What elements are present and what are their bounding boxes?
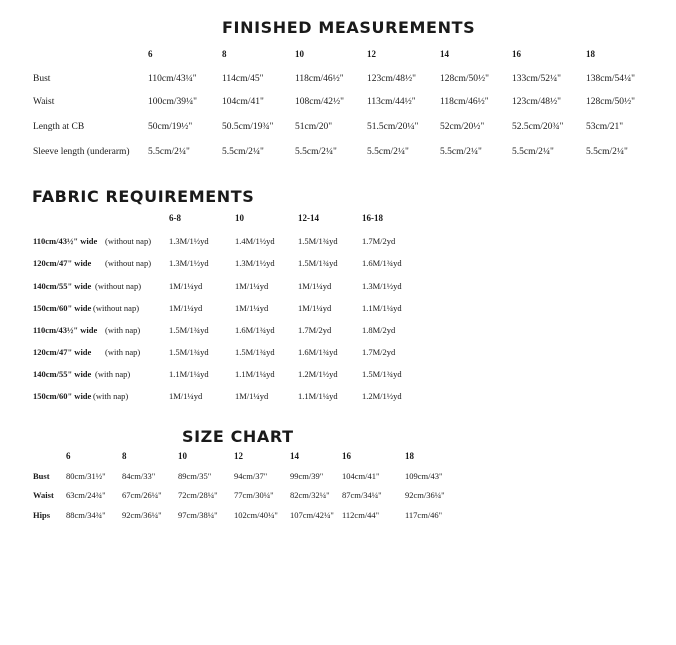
body-measurement: 104cm/41": [342, 471, 380, 481]
measurement-value: 5.5cm/2¼": [148, 147, 190, 157]
fabric-amount: 1.5M/1¾yd: [169, 325, 209, 335]
measurement-value: 51cm/20": [295, 122, 333, 132]
measurement-value: 110cm/43¼": [148, 74, 197, 84]
row-label: Bust: [33, 471, 50, 481]
body-measurement: 117cm/46": [405, 510, 443, 520]
measurement-value: 52cm/20½": [440, 122, 485, 132]
size-header: 8: [122, 451, 127, 461]
measurement-value: 113cm/44½": [367, 97, 416, 107]
fabric-width-label: 140cm/55" wide: [33, 369, 92, 379]
nap-label: (without nap): [95, 281, 142, 291]
size-header: 14: [290, 451, 299, 461]
fabric-amount: 1.1M/1¼yd: [362, 303, 402, 313]
fabric-amount: 1M/1¼yd: [169, 281, 203, 291]
measurement-value: 108cm/42½": [295, 97, 344, 107]
fabric-amount: 1.1M/1¼yd: [298, 391, 338, 401]
measurement-value: 133cm/52¼": [512, 74, 561, 84]
measurement-value: 138cm/54¼": [586, 74, 635, 84]
body-measurement: 109cm/43": [405, 471, 443, 481]
nap-label: (with nap): [105, 325, 141, 335]
fabric-amount: 1.5M/1¾yd: [235, 347, 275, 357]
size-header: 6: [148, 49, 153, 59]
nap-label: (with nap): [93, 391, 129, 401]
fabric-width-label: 120cm/47" wide: [33, 258, 92, 268]
fabric-amount: 1M/1¼yd: [235, 391, 269, 401]
row-label: Bust: [33, 74, 51, 84]
fabric-amount: 1.3M/1½yd: [235, 258, 275, 268]
fabric-amount: 1.6M/1¾yd: [298, 347, 338, 357]
body-measurement: 112cm/44": [342, 510, 380, 520]
fabric-amount: 1.1M/1¼yd: [169, 369, 209, 379]
fabric-amount: 1M/1¼yd: [169, 303, 203, 313]
body-measurement: 94cm/37": [234, 471, 268, 481]
measurement-value: 5.5cm/2¼": [367, 147, 409, 157]
fabric-amount: 1.7M/2yd: [362, 347, 396, 357]
nap-label: (without nap): [93, 303, 140, 313]
fabric-amount: 1.2M/1½yd: [298, 369, 338, 379]
measurement-value: 50cm/19½": [148, 122, 193, 132]
fabric-amount: 1.5M/1¾yd: [298, 258, 338, 268]
measurement-value: 100cm/39¼": [148, 97, 197, 107]
size-header: 16: [512, 49, 521, 59]
body-measurement: 89cm/35": [178, 471, 212, 481]
measurement-value: 53cm/21": [586, 122, 624, 132]
size-header: 8: [222, 49, 227, 59]
body-measurement: 92cm/36¼": [405, 490, 445, 500]
measurement-value: 128cm/50½": [440, 74, 489, 84]
body-measurement: 107cm/42¼": [290, 510, 334, 520]
fabric-amount: 1.2M/1½yd: [362, 391, 402, 401]
fabric-width-label: 110cm/43½" wide: [33, 236, 98, 246]
fabric-amount: 1.6M/1¾yd: [235, 325, 275, 335]
measurement-value: 128cm/50½": [586, 97, 635, 107]
body-measurement: 80cm/31½": [66, 471, 106, 481]
size-header: 14: [440, 49, 449, 59]
measurement-value: 5.5cm/2¼": [586, 147, 628, 157]
fabric-amount: 1.8M/2yd: [362, 325, 396, 335]
fabric-width-label: 120cm/47" wide: [33, 347, 92, 357]
fabric-amount: 1.3M/1½yd: [362, 281, 402, 291]
measurement-value: 123cm/48½": [512, 97, 561, 107]
size-chart-title: SIZE CHART: [182, 427, 294, 446]
finished-measurements-title: FINISHED MEASUREMENTS: [222, 18, 476, 37]
row-label: Length at CB: [33, 122, 85, 132]
size-header: 6: [66, 451, 71, 461]
measurement-value: 114cm/45": [222, 74, 264, 84]
body-measurement: 92cm/36¼": [122, 510, 162, 520]
fabric-amount: 1.5M/1¾yd: [169, 347, 209, 357]
body-measurement: 97cm/38¼": [178, 510, 218, 520]
body-measurement: 87cm/34¼": [342, 490, 382, 500]
row-label: Waist: [33, 97, 55, 107]
row-label: Hips: [33, 510, 51, 520]
measurement-value: 51.5cm/20¼": [367, 122, 419, 132]
measurement-value: 5.5cm/2¼": [440, 147, 482, 157]
measurement-value: 118cm/46½": [440, 97, 489, 107]
fabric-width-label: 140cm/55" wide: [33, 281, 92, 291]
nap-label: (without nap): [105, 236, 152, 246]
measurement-value: 50.5cm/19¾": [222, 122, 274, 132]
size-header: 12: [367, 49, 376, 59]
size-header: 18: [405, 451, 414, 461]
size-header: 12-14: [298, 213, 319, 223]
fabric-width-label: 150cm/60" wide: [33, 303, 92, 313]
fabric-amount: 1.7M/2yd: [298, 325, 332, 335]
fabric-amount: 1M/1¼yd: [235, 281, 269, 291]
size-header: 16: [342, 451, 351, 461]
fabric-width-label: 110cm/43½" wide: [33, 325, 98, 335]
measurement-value: 104cm/41": [222, 97, 264, 107]
size-header: 16-18: [362, 213, 383, 223]
measurement-value: 52.5cm/20¾": [512, 122, 564, 132]
row-label: Waist: [33, 490, 54, 500]
nap-label: (without nap): [105, 258, 152, 268]
nap-label: (with nap): [105, 347, 141, 357]
fabric-amount: 1.3M/1½yd: [169, 236, 209, 246]
size-header: 10: [178, 451, 187, 461]
measurement-value: 5.5cm/2¼": [512, 147, 554, 157]
fabric-amount: 1M/1¼yd: [169, 391, 203, 401]
body-measurement: 72cm/28¼": [178, 490, 218, 500]
body-measurement: 84cm/33": [122, 471, 156, 481]
row-label: Sleeve length (underarm): [33, 147, 130, 157]
fabric-amount: 1M/1¼yd: [298, 281, 332, 291]
body-measurement: 67cm/26¼": [122, 490, 162, 500]
fabric-amount: 1.5M/1¾yd: [298, 236, 338, 246]
measurement-value: 118cm/46½": [295, 74, 344, 84]
size-header: 12: [234, 451, 243, 461]
fabric-amount: 1.1M/1¼yd: [235, 369, 275, 379]
nap-label: (with nap): [95, 369, 131, 379]
body-measurement: 99cm/39": [290, 471, 324, 481]
fabric-amount: 1M/1¼yd: [298, 303, 332, 313]
body-measurement: 77cm/30¼": [234, 490, 274, 500]
body-measurement: 63cm/24¾": [66, 490, 106, 500]
measurement-value: 123cm/48½": [367, 74, 416, 84]
fabric-amount: 1.3M/1½yd: [169, 258, 209, 268]
size-header: 10: [235, 213, 244, 223]
measurement-value: 5.5cm/2¼": [295, 147, 337, 157]
size-header: 10: [295, 49, 304, 59]
measurement-value: 5.5cm/2¼": [222, 147, 264, 157]
body-measurement: 88cm/34¾": [66, 510, 106, 520]
size-header: 6-8: [169, 213, 181, 223]
fabric-amount: 1.5M/1¾yd: [362, 369, 402, 379]
fabric-width-label: 150cm/60" wide: [33, 391, 92, 401]
body-measurement: 102cm/40¼": [234, 510, 278, 520]
fabric-amount: 1.7M/2yd: [362, 236, 396, 246]
fabric-amount: 1.4M/1½yd: [235, 236, 275, 246]
fabric-amount: 1M/1¼yd: [235, 303, 269, 313]
fabric-amount: 1.6M/1¾yd: [362, 258, 402, 268]
fabric-requirements-title: FABRIC REQUIREMENTS: [32, 187, 255, 206]
body-measurement: 82cm/32¼": [290, 490, 330, 500]
size-header: 18: [586, 49, 595, 59]
